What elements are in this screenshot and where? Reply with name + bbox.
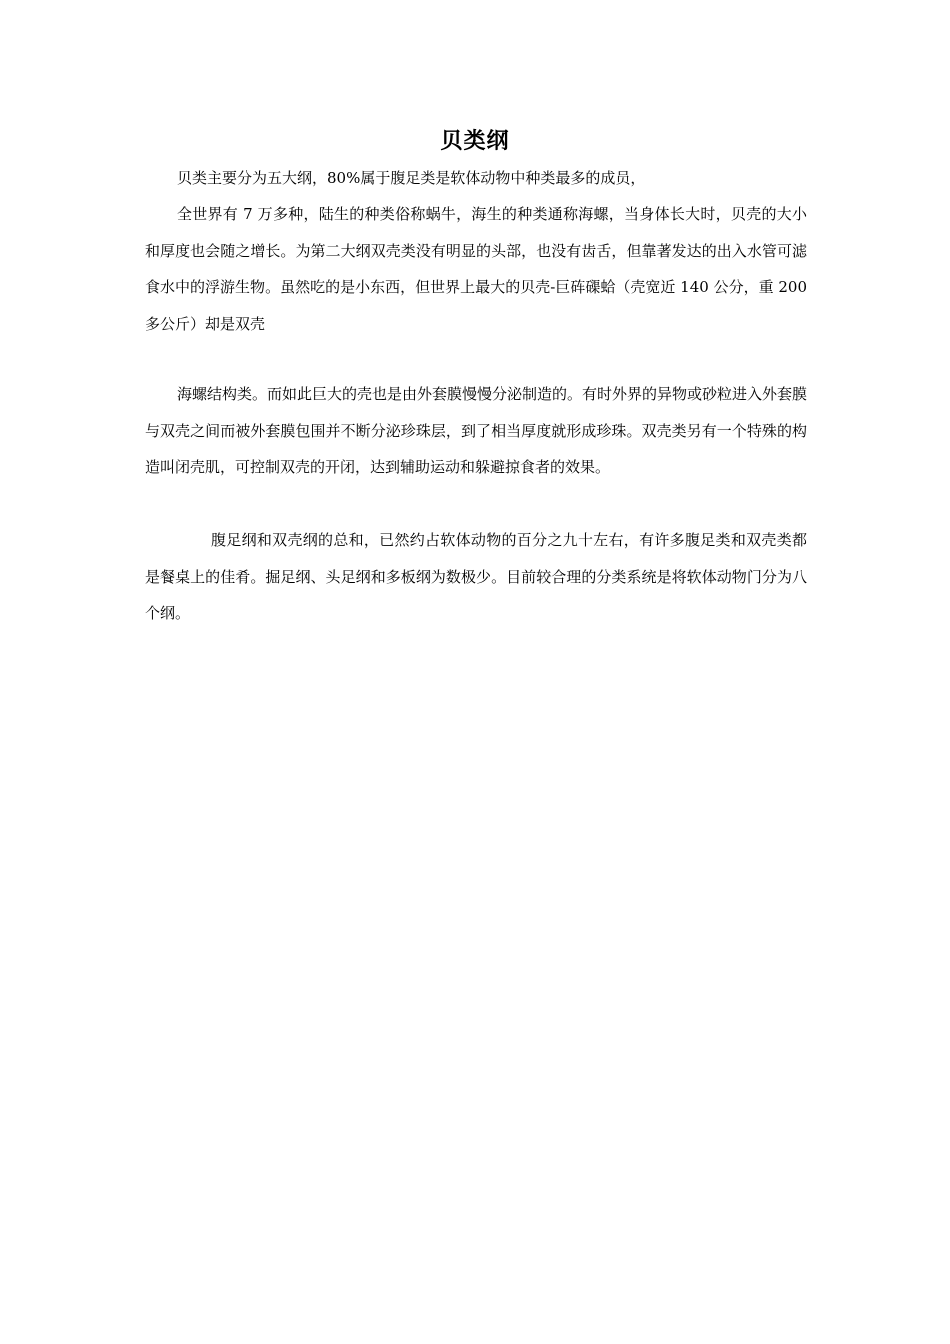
paragraph-2: 全世界有 7 万多种，陆生的种类俗称蜗牛，海生的种类通称海螺，当身体长大时，贝壳的大小和厚度也会随之增长。为第二大纲双壳类没有明显的头部，也没有齿舌，但靠著发达的出入水管可滤食水中的浮游生物。虽然吃的是小东西，但世界上最大的贝壳-巨砗磲蛤（壳宽近 140 公分，重 200 多公斤）却是双壳 (145, 205, 807, 333)
paragraph-3: 海螺结构类。而如此巨大的壳也是由外套膜慢慢分泌制造的。有时外界的异物或砂粒进入外套膜与双壳之间而被外套膜包围并不断分泌珍珠层，到了相当厚度就形成珍珠。双壳类另有一个特殊的构造叫闭壳肌，可控制双壳的开闭，达到辅助运动和躲避掠食者的效果。 (145, 385, 808, 476)
paragraph-1: 贝类主要分为五大纲，80%属于腹足类是软体动物中种类最多的成员， (177, 169, 646, 187)
paragraph-4: 腹足纲和双壳纲的总和，已然约占软体动物的百分之九十左右，有许多腹足类和双壳类都是餐桌上的佳肴。掘足纲、头足纲和多板纲为数极少。目前较合理的分类系统是将软体动物门分为八个纲。 (145, 531, 807, 622)
document-title: 贝类纲 (440, 129, 510, 154)
